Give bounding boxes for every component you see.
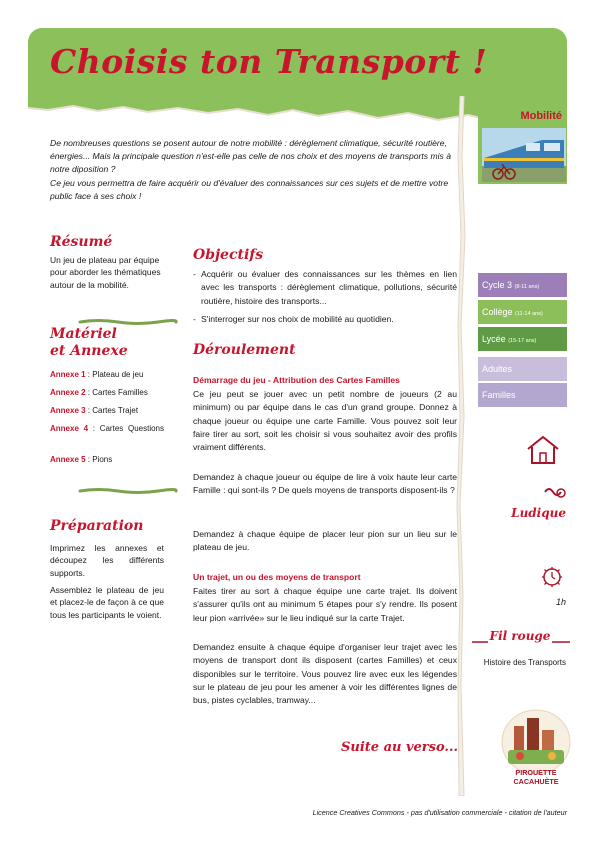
materiel-heading-line2: et Annexe [50, 343, 128, 359]
clock-icon [541, 566, 563, 588]
preparation-text-1: Imprimez les annexes et découpez les différents supports. [50, 543, 164, 578]
objectif-item-2: - S'interroger sur nos choix de mobilité au quotidien. [193, 313, 394, 324]
deroulement-subheading-2: Un trajet, un ou des moyens de transport [193, 572, 361, 582]
annexe-item-5: Annexe 5 : Pions [50, 455, 113, 464]
intro-paragraph-2: Ce jeu vous permettra de faire acquérir ou d'évaluer des connaissances sur ces sujets et de mettre votre public face à ses choix ! [50, 177, 449, 201]
logo-text: PIROUETTE CACAHUÈTE [513, 768, 559, 786]
deroulement-paragraph-3: Demandez à chaque équipe de placer leur pion sur un lieu sur le plateau de jeu. [193, 529, 457, 553]
fil-rouge-label: Fil rouge [489, 629, 551, 643]
level-adultes: Adultes [478, 357, 567, 381]
deroulement-paragraph-4: Faites tirer au sort à chaque équipe une carte trajet. Ils doivent s'assurer qu'ils ont au minimum 5 étapes pour s'y rendre. Ils posent leur pion «arrivée» sur le lieu indiqué sur la carte Trajet. [193, 586, 457, 623]
objectifs-heading: Objectifs [193, 247, 264, 263]
materiel-heading [50, 326, 180, 360]
objectifs-list [193, 268, 457, 326]
intro-paragraph-1: De nombreuses questions se posent autour de notre mobilité : dérèglement climatique, sécurité routière, énergies... Mais la principale question n'est-elle pas celle de nos choix et des moyens de transports mis à notre diposition ? [50, 138, 451, 175]
brush-divider [78, 318, 178, 326]
annexe-item-2: Annexe 2 : Cartes Familles [50, 388, 148, 397]
deroulement-paragraph-1: Ce jeu peut se jouer avec un petit nombre de joueurs (2 au minimum) ou par équipe dans le cas d'un grand groupe. Donnez à chaque joueur ou équipe une carte Famille. Vous pouvez soit leur faire tirer au sort, soit les choisir si vous souhaitez avoir des profils vraiment différents. [193, 389, 457, 453]
annexe-item-4: Annexe 4 : Cartes Questions [50, 424, 164, 433]
deroulement-paragraph-2: Demandez à chaque joueur ou équipe de lire à voix haute leur carte Famille : qui sont-ils ? De quels moyens de transports disposent-ils ? [193, 472, 457, 496]
level-familles: Familles [478, 383, 567, 407]
level-college: Collège (11-14 ans) [478, 300, 567, 324]
license-footer: Licence Creatives Commons - pas d'utilisation commerciale - citation de l'auteur [312, 808, 567, 817]
deroulement-heading: Déroulement [193, 342, 296, 358]
preparation-text-2: Assemblez le plateau de jeu et placez-le de façon à ce que tous les participants le voient. [50, 585, 164, 620]
annexe-item-3: Annexe 3 : Cartes Trajet [50, 406, 139, 415]
materiel-heading-line1: Matériel [50, 326, 117, 342]
theme-card [478, 106, 567, 184]
torn-strip [456, 96, 472, 796]
preparation-heading: Préparation [50, 518, 144, 534]
level-lycee: Lycée (15-17 ans) [478, 327, 567, 351]
brush-divider [78, 487, 178, 495]
type-label: Ludique [511, 506, 566, 520]
fil-rouge-text: Histoire des Transports [483, 658, 566, 667]
house-icon [524, 433, 562, 467]
suite-au-verso: Suite au verso... [341, 740, 458, 755]
pirouette-cacahuete-logo [496, 708, 576, 792]
deroulement-subheading-1: Démarrage du jeu - Attribution des Cartes Familles [193, 375, 400, 385]
annexe-item-1: Annexe 1 : Plateau de jeu [50, 370, 144, 379]
duration-label: 1h [555, 597, 566, 607]
resume-heading: Résumé [50, 234, 113, 250]
resume-text: Un jeu de plateau par équipe pour aborder les thématiques autour de la mobilité. [50, 255, 161, 290]
page-title: Choisis ton Transport ! [50, 42, 488, 81]
train-photo-icon [482, 128, 566, 182]
level-cycle3: Cycle 3 (8-11 ans) [478, 273, 567, 297]
objectif-item-1: - Acquérir ou évaluer des connaissances sur les thèmes en lien avec les transports : dérèglement climatique, pollutions, sécurité routière, histoire des transports... [193, 269, 457, 306]
game-icon [541, 484, 567, 502]
deroulement-paragraph-5: Demandez ensuite à chaque équipe d'organiser leur trajet avec les moyens de transport dont ils disposent (cartes Familles) et ceux disponibles sur le territoire. Vous pouvez lire avec eux les légendes sur le plateau de jeu pour les amener à voir les différentes lignes de bus, pistes cyclables, tramway... [193, 642, 457, 706]
intro-text [50, 137, 456, 203]
theme-label: Mobilité [520, 110, 562, 122]
